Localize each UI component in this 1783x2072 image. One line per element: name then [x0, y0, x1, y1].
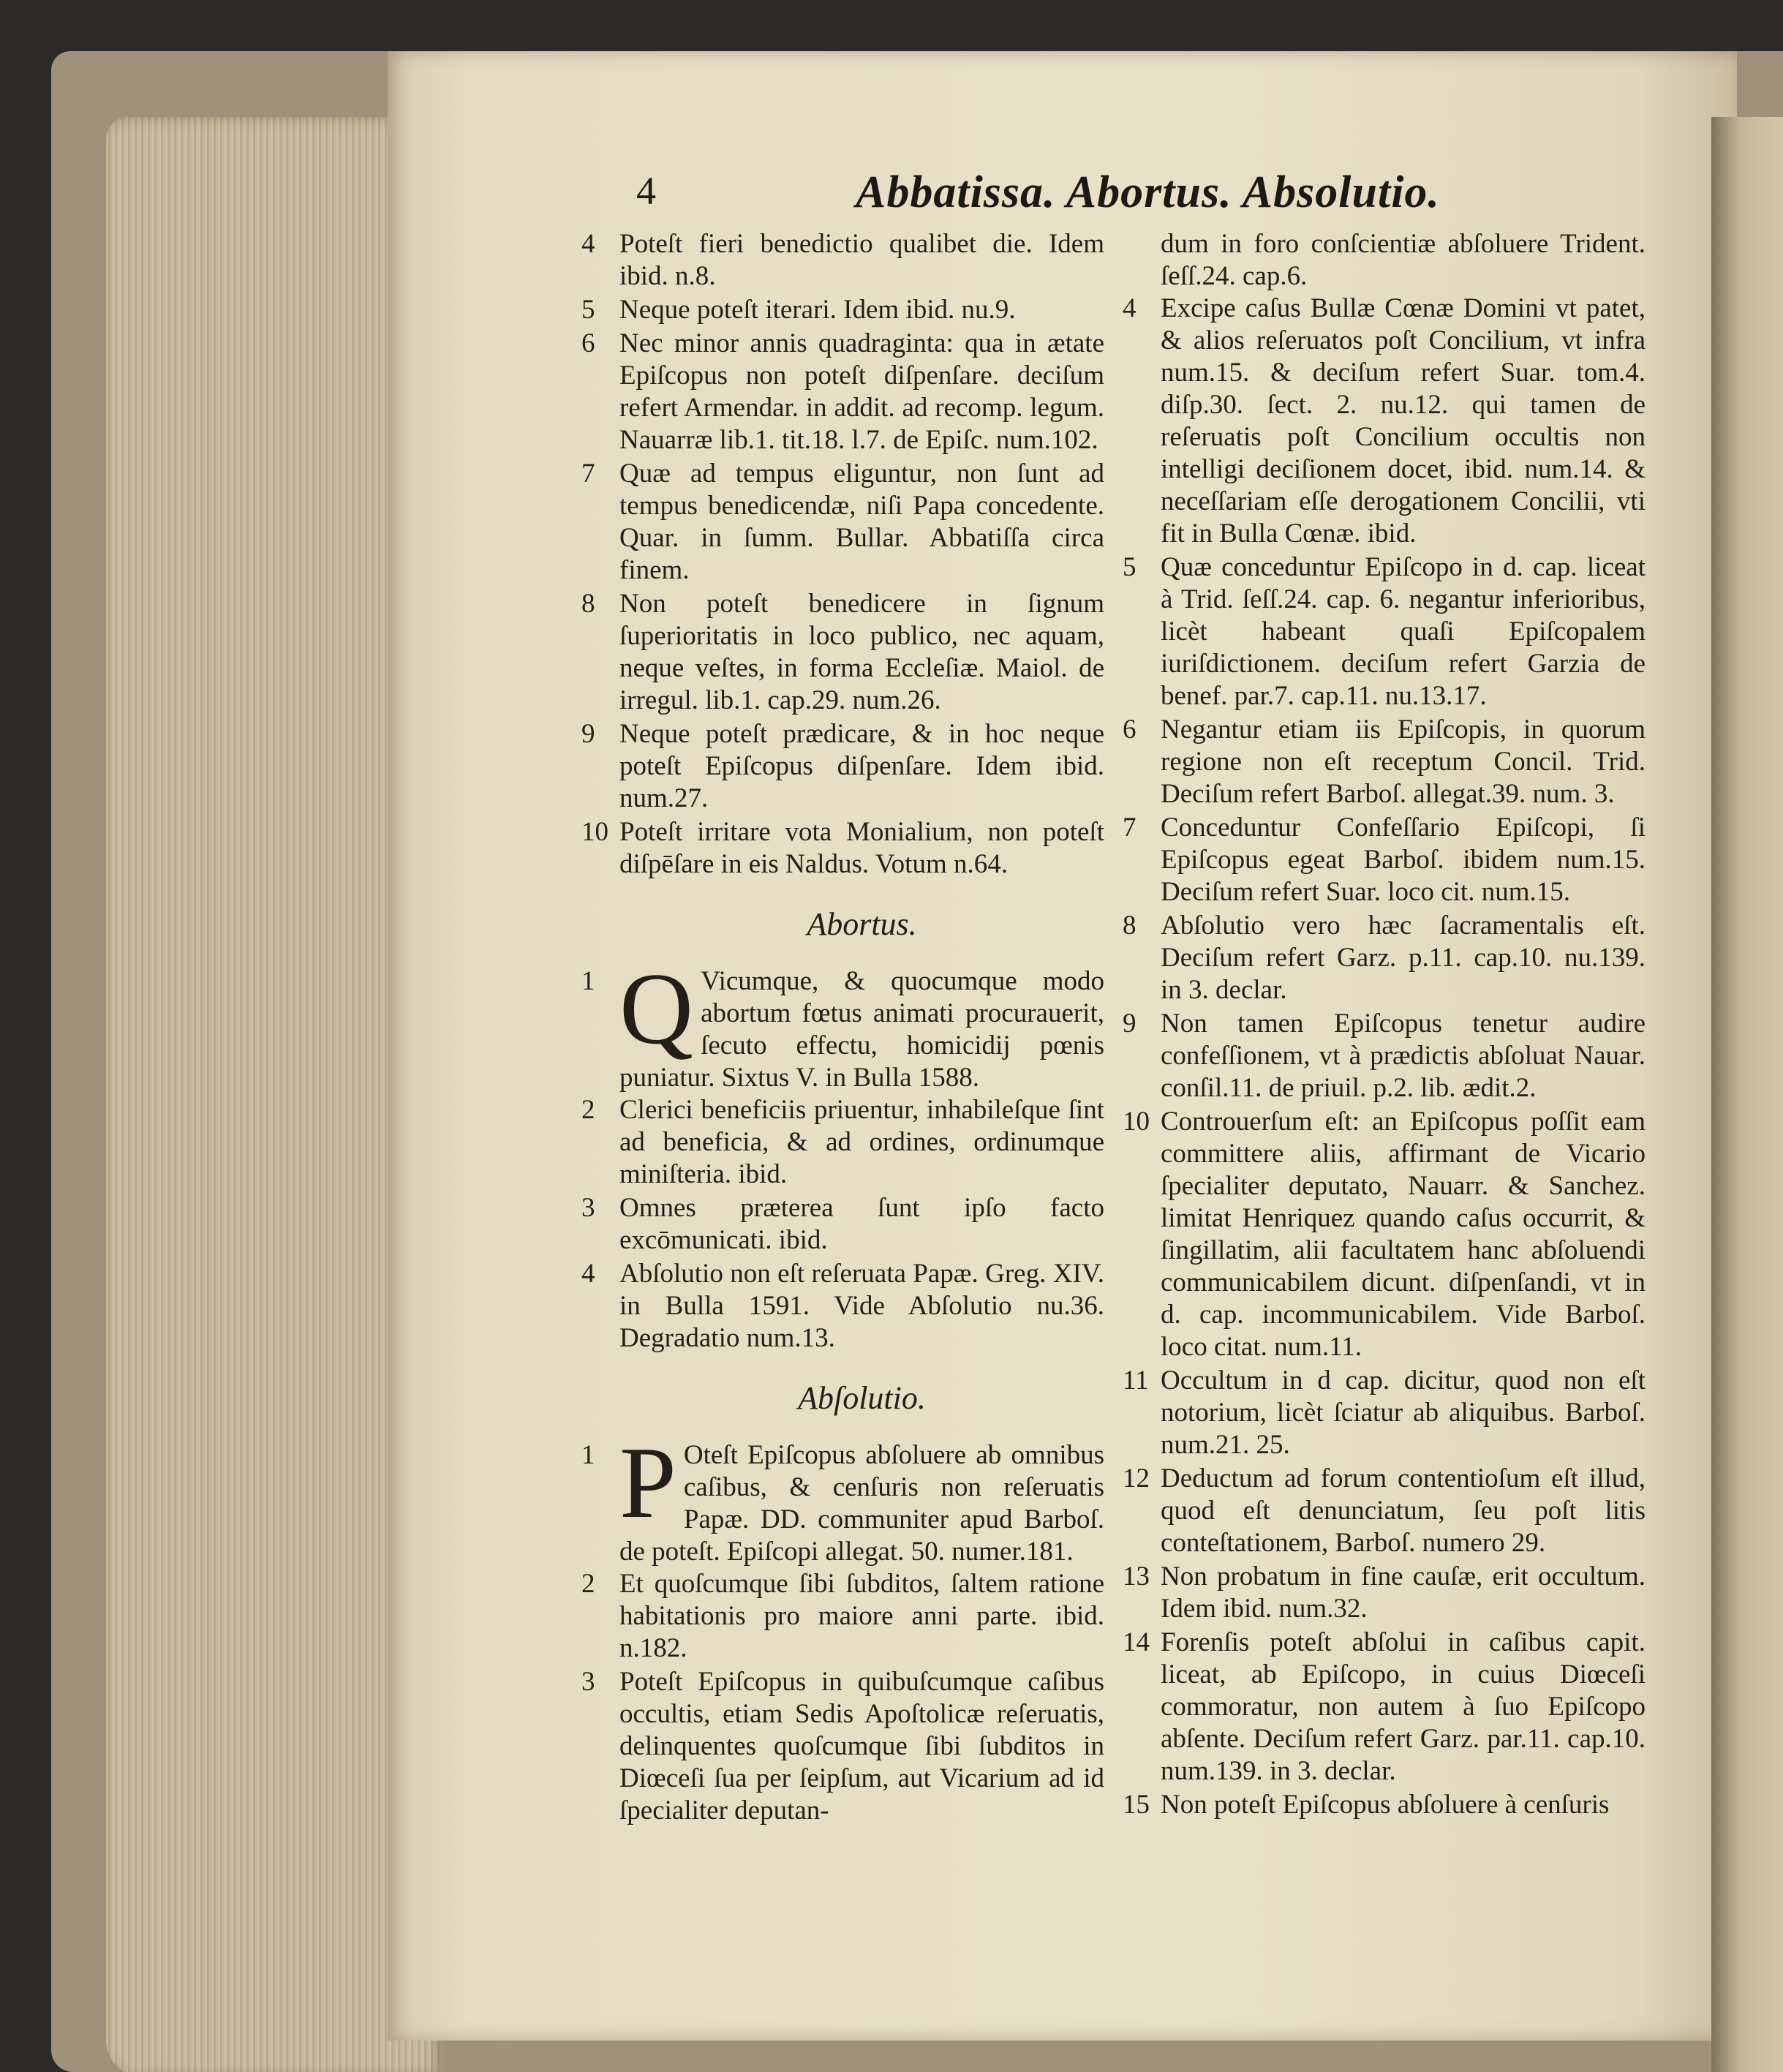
- entry: [1123, 551, 1646, 712]
- entry-text: Excipe caſus Bullæ Cœnæ Domini vt patet, & alios reſeruatos poſt Concilium, vt infra num.15. & deciſum refert Suar. tom.4. diſp.30. ſect. 2. nu.12. qui tamen de reſeruatis poſt Concilium occultis non intelligi deciſionem docet, ibid. num.14. & neceſſariam eſſe derogationem Concilii, vti fit in Bulla Cœnæ. ibid.: [1161, 293, 1646, 549]
- entry-number: 7: [1123, 813, 1136, 843]
- entry-text: Negantur etiam iis Epiſcopis, in quorum regione non eſt receptum Concil. Trid. Deciſum refert Barboſ. allegat.39. num. 3.: [1161, 715, 1646, 809]
- entry-number: 14: [1123, 1627, 1150, 1657]
- entry-number: 12: [1123, 1463, 1150, 1493]
- entry: [581, 228, 1104, 293]
- entry-dropcap: [581, 1426, 1104, 1568]
- entry-number: 3: [581, 1193, 595, 1223]
- entry: [1123, 1789, 1646, 1821]
- entry-number: 10: [581, 817, 608, 847]
- entry: [1123, 812, 1646, 908]
- entry: [581, 1666, 1104, 1827]
- entry-number: 2: [581, 1095, 595, 1125]
- entry: [581, 458, 1104, 587]
- entry-text: Abſolutio non eſt reſeruata Papæ. Greg. XIV. in Bulla 1591. Vide Abſolutio nu.36. Degradatio num.13.: [619, 1259, 1104, 1353]
- left-column: [581, 228, 1104, 1827]
- page-number: 4: [636, 169, 656, 213]
- entry-text: Neque poteſt prædicare, & in hoc neque poteſt Epiſcopus diſpenſare. Idem ibid. num.27.: [619, 719, 1104, 813]
- drop-capital: Q: [619, 952, 694, 1066]
- entry-text: Abſolutio vero hæc ſacramentalis eſt. Deciſum refert Garz. p.11. cap.10. nu.139. in 3. declar.: [1161, 911, 1646, 1005]
- section-title-absolutio: Abſolutio.: [798, 1380, 926, 1416]
- entry-text: Omnes prætereа ſunt ipſo facto excōmunicati. ibid.: [619, 1193, 1104, 1255]
- entry-number: 8: [1123, 911, 1136, 941]
- entry: [581, 294, 1104, 326]
- entry-text: Deductum ad forum contentioſum eſt illud, quod eſt denunciatum, ſeu poſt litis conteſtationem, Barboſ. numero 29.: [1161, 1463, 1646, 1558]
- entry-number: 10: [1123, 1107, 1150, 1137]
- entry: [1123, 1106, 1646, 1363]
- right-column: [1123, 228, 1646, 1821]
- entry-number: 3: [581, 1667, 595, 1697]
- entry-number: 6: [1123, 715, 1136, 745]
- entry: [1123, 1561, 1646, 1625]
- entry: [581, 1258, 1104, 1355]
- entry-number: 6: [581, 328, 595, 358]
- entry: [1123, 1008, 1646, 1104]
- page-header: [636, 168, 1748, 234]
- entry: [1123, 1463, 1646, 1559]
- entry: [1123, 1365, 1646, 1461]
- entry: [581, 588, 1104, 717]
- entry: [1123, 910, 1646, 1006]
- drop-capital: P: [619, 1426, 676, 1540]
- entry-text: Occultum in d cap. dicitur, quod non eſt notorium, licèt ſciatur ab aliquibus. Barboſ. num.21. 25.: [1161, 1365, 1646, 1460]
- entry: [1123, 1627, 1646, 1787]
- entry-text: Non tamen Epiſcopus tenetur audire confeſſionem, vt à prædictis abſoluat Nauar. conſil.11. de priuil. p.2. lib. ædit.2.: [1161, 1009, 1646, 1103]
- entry-text: Et quoſcumque ſibi ſubditos, ſaltem ratione habitationis pro maiore anni parte. ibid. n.182.: [619, 1569, 1104, 1663]
- entry-number: 15: [1123, 1790, 1150, 1820]
- entry: [581, 1192, 1104, 1257]
- entry-text: Non poteſt Epiſcopus abſoluere à cenſuris: [1161, 1790, 1610, 1820]
- entry-text: Quæ ad tempus eliguntur, non ſunt ad tempus benedicendæ, niſi Papa concedente. Quar. in ſumm. Bullar. Abbatiſſa circa finem.: [619, 459, 1104, 585]
- entry-number: 5: [581, 295, 595, 325]
- entry-text: Oteſt Epiſcopus abſoluere ab omnibus caſibus, & cenſuris non reſeruatis Papæ. DD. communiter apud Barboſ. de poteſt. Epiſcopi allegat. 50. numer.181.: [619, 1440, 1104, 1567]
- entry: [581, 816, 1104, 881]
- entry-text: Conceduntur Confeſſario Epiſcopi, ſi Epiſcopus egeat Barboſ. ibidem num.15. Deciſum refert Suar. loco cit. num.15.: [1161, 813, 1646, 907]
- entry: [1123, 293, 1646, 550]
- entry-number: 8: [581, 589, 595, 619]
- entry-number: 2: [581, 1569, 595, 1599]
- entry-text: Non poteſt benedicere in ſignum ſuperioritatis in loco publico, nec aquam, neque veſtes, in forma Eccleſiæ. Maiol. de irregul. lib.1. cap.29. num.26.: [619, 589, 1104, 715]
- entry-text: Poteſt irritare vota Monialium, non poteſt diſpēſare in eis Naldus. Votum n.64.: [619, 817, 1104, 879]
- entry: [581, 1568, 1104, 1665]
- entry: [581, 328, 1104, 456]
- entry: [581, 1094, 1104, 1191]
- entry-text: Neque poteſt iterari. Idem ibid. nu.9.: [619, 295, 1016, 325]
- entry-number: 9: [1123, 1009, 1136, 1039]
- section-title-abortus: Abortus.: [807, 906, 917, 942]
- entry: [1123, 714, 1646, 810]
- entry-number: 11: [1123, 1365, 1149, 1395]
- entry-number: 1: [581, 1440, 595, 1470]
- running-title: Abbatissa. Abortus. Absolutio.: [856, 167, 1440, 217]
- entry-text: Vicumque, & quocumque modo abortum fœtus animati procurauerit, ſecuto effectu, homicidij pœnis puniatur. Sixtus V. in Bulla 1588.: [619, 966, 1104, 1093]
- entry-number: 4: [581, 1259, 595, 1289]
- entry-number: 4: [581, 229, 595, 259]
- entry-text: Forenſis poteſt abſolui in caſibus capit. liceat, ab Epiſcopo, in cuius Diœceſi commoratur, non autem à ſuo Epiſcopo abſente. Deciſum refert Garz. par.11. cap.10. num.139. in 3. declar.: [1161, 1627, 1646, 1786]
- entry-number: 4: [1123, 293, 1136, 323]
- facing-page-edge: [1711, 117, 1783, 2072]
- entry-dropcap: [581, 952, 1104, 1094]
- entry-number: 5: [1123, 552, 1136, 582]
- entry-text: Controuerſum eſt: an Epiſcopus poſſit eam committere aliis, affirmant de Vicario ſpecialiter deputato, Nauarr. & Sanchez. limitat Henriquez quando caſus occurrit, & ſingillatim, alii facultatem hanc abſoluendi communicabilem dicunt. diſpenſandi, vt in d. cap. incommunicabilem. Vide Barboſ. loco citat. num.11.: [1161, 1107, 1646, 1362]
- entry-number: 13: [1123, 1561, 1150, 1591]
- entry-number: 9: [581, 719, 595, 749]
- entry-number: 7: [581, 459, 595, 489]
- entry-text: Poteſt Epiſcopus in quibuſcumque caſibus occultis, etiam Sedis Apoſtolicæ reſeruatis, delinquentes quoſcumque ſibi ſubditos in Diœceſi ſua per ſeipſum, aut Vicarium ad id ſpecialiter deputan-: [619, 1667, 1104, 1826]
- entry-text: Clerici beneficiis priuentur, inhabileſque ſint ad beneficia, & ad ordines, ordinumque miniſteria. ibid.: [619, 1095, 1104, 1189]
- entry-number: 1: [581, 966, 595, 996]
- entry-text: Quæ conceduntur Epiſcopo in d. cap. liceat à Trid. ſeſſ.24. cap. 6. negantur inferioribus, licèt habeant quaſi Epiſcopalem iuriſdictionem. deciſum refert Garzia de benef. par.7. cap.11. nu.13.17.: [1161, 552, 1646, 711]
- entry-text: Non probatum in fine cauſæ, erit occultum. Idem ibid. num.32.: [1161, 1561, 1646, 1624]
- entry: [581, 718, 1104, 815]
- entry-text: Nec minor annis quadraginta: qua in ætate Epiſcopus non poteſt diſpenſare. deciſum refert Armendar. in addit. ad recomp. legum. Nauarræ lib.1. tit.18. l.7. de Epiſc. num.102.: [619, 328, 1104, 455]
- entry-text: Poteſt fieri benedictio qualibet die. Idem ibid. n.8.: [619, 229, 1104, 291]
- continuation-text: dum in foro conſcientiæ abſoluere Trident. ſeſſ.24. cap.6.: [1161, 229, 1646, 291]
